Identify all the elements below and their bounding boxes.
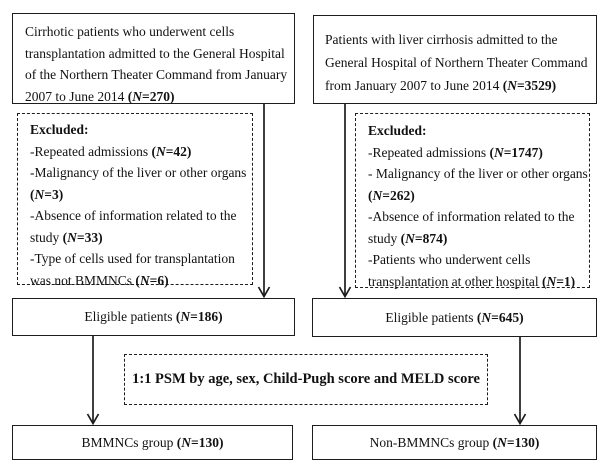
text-line: General Hospital of Northern Theater Command bbox=[325, 55, 588, 70]
text-line: -Repeated admissions (N=1747) bbox=[368, 144, 543, 160]
text-line: Cirrhotic patients who underwent cells bbox=[25, 24, 235, 39]
text-line: -Absence of information related to the bbox=[30, 208, 237, 223]
text-line: (N=262) bbox=[368, 187, 415, 203]
text-line: Non-BMMNCs group (N=130) bbox=[369, 434, 540, 450]
text-line: (N=3) bbox=[30, 186, 64, 202]
box-excluded-right bbox=[355, 113, 590, 288]
text-line: Patients with liver cirrhosis admitted to the bbox=[325, 32, 558, 47]
text-line: -Malignancy of the liver or other organs bbox=[30, 165, 247, 180]
box-psm-matching bbox=[124, 354, 488, 405]
text-line: Excluded: bbox=[30, 122, 89, 137]
text-line: study (N=33) bbox=[30, 229, 103, 245]
box-liver-cirrhosis-patients bbox=[313, 15, 597, 104]
box-excluded-left bbox=[17, 113, 253, 288]
text-line: from January 2007 to June 2014 (N=3529) bbox=[325, 78, 557, 93]
text-line: 1:1 PSM by age, sex, Child-Pugh score and MELD score bbox=[132, 370, 480, 387]
text-line: transplantation at other hospital (N=1) bbox=[368, 273, 576, 289]
text-line: BMMNCs group (N=130) bbox=[81, 434, 224, 450]
text-line: transplantation admitted to the General Hospital bbox=[25, 45, 285, 61]
text-line: study (N=874) bbox=[368, 230, 448, 246]
text-line: -Patients who underwent cells bbox=[368, 252, 531, 267]
arrow-eligible-left-to-bmmncs-icon bbox=[88, 336, 99, 424]
box-non-bmmncs-group bbox=[312, 425, 597, 460]
text-line: -Repeated admissions (N=42) bbox=[30, 143, 192, 159]
box-bmmncs-group bbox=[12, 425, 293, 460]
text-line: Eligible patients (N=186) bbox=[84, 309, 223, 325]
text-line: -Type of cells used for transplantation bbox=[30, 251, 235, 266]
box-eligible-patients-right bbox=[312, 298, 597, 337]
text-line: Excluded: bbox=[368, 123, 427, 138]
text-line: - Malignancy of the liver or other organs bbox=[368, 166, 588, 181]
arrow-eligible-right-to-non-bmmncs-icon bbox=[515, 337, 526, 424]
text-line: Eligible patients (N=645) bbox=[385, 309, 524, 325]
box-cirrhotic-transplant-patients bbox=[12, 13, 295, 104]
arrow-topright-to-eligible-right-icon bbox=[340, 104, 351, 297]
text-line: -Absence of information related to the bbox=[368, 209, 575, 224]
text-line: 2007 to June 2014 (N=270) bbox=[25, 88, 175, 104]
text-line: was not BMMNCs (N=6) bbox=[30, 272, 169, 288]
text-line: of the Northern Theater Command from January bbox=[25, 67, 288, 82]
box-eligible-patients-left bbox=[12, 298, 295, 336]
arrow-topleft-to-eligible-left-icon bbox=[259, 104, 270, 297]
